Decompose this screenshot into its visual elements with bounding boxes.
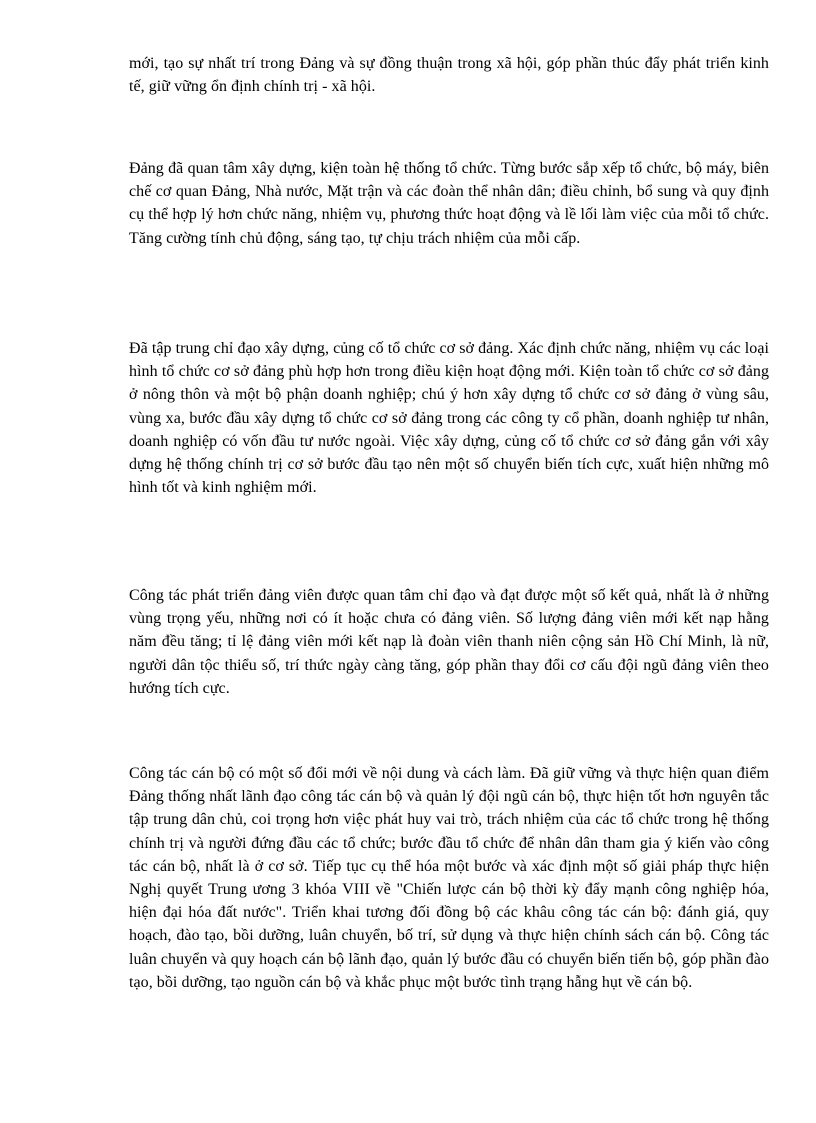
paragraph: Đảng đã quan tâm xây dựng, kiện toàn hệ thống tổ chức. Từng bước sắp xếp tổ chức, bộ máy, biên chế cơ quan Đảng, Nhà nước, Mặt trận và các đoàn thể nhân dân; điều chỉnh, bổ sung và quy định cụ thể hợp lý hơn chức năng, nhiệm vụ, phương thức hoạt động và lề lối làm việc của mỗi tổ chức. Tăng cường tính chủ động, sáng tạo, tự chịu trách nhiệm của mỗi cấp.: [129, 160, 769, 247]
paragraph: mới, tạo sự nhất trí trong Đảng và sự đồng thuận trong xã hội, góp phần thúc đẩy phát triển kinh tế, giữ vững ổn định chính trị - xã hội.: [129, 55, 769, 96]
paragraph: Công tác phát triển đảng viên được quan tâm chỉ đạo và đạt được một số kết quả, nhất là ở những vùng trọng yếu, những nơi có ít hoặc chưa có đảng viên. Số lượng đảng viên mới kết nạp hằng năm đều tăng; tỉ lệ đảng viên mới kết nạp là đoàn viên thanh niên cộng sản Hồ Chí Minh, là nữ, người dân tộc thiểu số, trí thức ngày càng tăng, góp phần thay đổi cơ cấu đội ngũ đảng viên theo hướng tích cực.: [129, 587, 769, 697]
paragraph: Công tác cán bộ có một số đổi mới về nội dung và cách làm. Đã giữ vững và thực hiện quan điểm Đảng thống nhất lãnh đạo công tác cán bộ và quản lý đội ngũ cán bộ, thực hiện tốt hơn nguyên tắc tập trung dân chủ, coi trọng hơn việc phát huy vai trò, trách nhiệm của các tổ chức trong hệ thống chính trị và người đứng đầu các tổ chức; bước đầu tổ chức để nhân dân tham gia ý kiến vào công tác cán bộ, nhất là ở cơ sở. Tiếp tục cụ thể hóa một bước và xác định một số giải pháp thực hiện Nghị quyết Trung ương 3 khóa VIII về "Chiến lược cán bộ thời kỳ đẩy mạnh công nghiệp hóa, hiện đại hóa đất nước". Triển khai tương đối đồng bộ các khâu công tác cán bộ: đánh giá, quy hoạch, đào tạo, bồi dưỡng, luân chuyển, bố trí, sử dụng và thực hiện chính sách cán bộ. Công tác luân chuyển và quy hoạch cán bộ lãnh đạo, quản lý bước đầu có chuyển biến tiến bộ, góp phần đào tạo, bồi dưỡng, tạo nguồn cán bộ và khắc phục một bước tình trạng hẫng hụt về cán bộ.: [129, 765, 769, 991]
paragraph: Đã tập trung chỉ đạo xây dựng, củng cố tổ chức cơ sở đảng. Xác định chức năng, nhiệm vụ các loại hình tổ chức cơ sở đảng phù hợp hơn trong điều kiện hoạt động mới. Kiện toàn tổ chức cơ sở đảng ở nông thôn và một bộ phận doanh nghiệp; chú ý hơn xây dựng tổ chức cơ sở đảng ở vùng sâu, vùng xa, bước đầu xây dựng tổ chức cơ sở đảng trong các công ty cổ phần, doanh nghiệp tư nhân, doanh nghiệp có vốn đầu tư nước ngoài. Việc xây dựng, củng cố tổ chức cơ sở đảng gắn với xây dựng hệ thống chính trị cơ sở bước đầu tạo nên một số chuyển biến tích cực, xuất hiện những mô hình tốt và kinh nghiệm mới.: [129, 340, 769, 497]
